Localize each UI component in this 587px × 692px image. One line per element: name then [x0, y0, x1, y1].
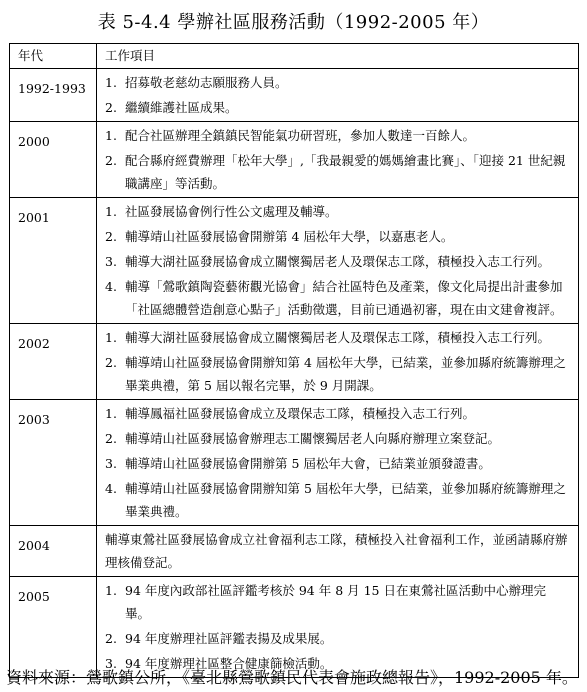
item-text: 輔導靖山社區發展協會開辦第 4 屆松年大學，以嘉惠老人。: [125, 229, 454, 244]
item-text: 94 年度辦理社區整合健康篩檢活動。: [125, 656, 333, 671]
item-text: 輔導大湖社區發展協會成立關懷獨居老人及環保志工隊，積極投入志工行列。: [125, 330, 551, 345]
table-row: [10, 69, 579, 122]
item-number: 1.: [105, 330, 117, 345]
item-text: 輔導東鶯社區發展協會成立社會福利志工隊，積極投入社會福利工作，並函請縣府辦理核備登記。: [105, 532, 568, 570]
item-number: 3.: [105, 254, 117, 269]
work-items-cell: [97, 324, 579, 400]
header-work-items: 工作項目: [97, 44, 579, 69]
item-number: 3.: [105, 656, 117, 671]
item-number: 1.: [105, 204, 117, 219]
item-number: 4.: [105, 279, 117, 294]
work-items-cell: [97, 198, 579, 324]
work-item: [105, 225, 570, 248]
work-item: [105, 427, 570, 450]
year-cell: 2004: [10, 526, 97, 577]
item-number: 2.: [105, 431, 117, 446]
work-item: [105, 250, 570, 273]
item-text: 招募敬老慈幼志願服務人員。: [125, 75, 288, 90]
table-title: 表 5-4.4 學辦社區服務活動（1992-2005 年）: [97, 12, 490, 33]
work-items-cell: [97, 577, 579, 678]
work-item: [105, 402, 570, 425]
table-row: [10, 198, 579, 324]
item-number: 4.: [105, 481, 117, 496]
item-text: 輔導「鶯歌鎮陶瓷藝術觀光協會」結合社區特色及產業，像文化局提出計畫參加「社區總體營造創意心點子」活動徵選，目前已通過初審，現在由文建會複評。: [125, 279, 563, 317]
item-text: 配合社區辦理全鎮鎮民智能氣功研習班，參加人數達一百餘人。: [125, 128, 476, 143]
table-row: [10, 122, 579, 198]
item-number: 2.: [105, 229, 117, 244]
table-row: [10, 526, 579, 577]
work-item: [105, 579, 570, 625]
item-number: 3.: [105, 456, 117, 471]
item-text: 輔導靖山社區發展協會辦理志工關懷獨居老人向縣府辦理立案登記。: [125, 431, 501, 446]
item-number: 1.: [105, 75, 117, 90]
year-cell: 2005: [10, 577, 97, 678]
work-items-cell: [97, 400, 579, 526]
year-cell: 1992-1993: [10, 69, 97, 122]
item-number: 2.: [105, 153, 117, 168]
table-row: [10, 324, 579, 400]
item-text: 輔導靖山社區發展協會開辦第 5 屆松年大會，已結業並頒發證書。: [125, 456, 491, 471]
item-number: 2.: [105, 355, 117, 370]
work-item: [105, 528, 570, 574]
item-number: 1.: [105, 583, 117, 598]
work-item: [105, 452, 570, 475]
year-cell: 2002: [10, 324, 97, 400]
work-items-cell: [97, 526, 579, 577]
item-number: 1.: [105, 406, 117, 421]
work-item: [105, 275, 570, 321]
work-item: [105, 200, 570, 223]
item-number: 2.: [105, 100, 117, 115]
item-text: 配合縣府經費辦理「松年大學」,「我最親愛的媽媽繪畫比賽」、「迎接 21 世紀親職講座」等活動。: [125, 153, 566, 191]
item-text: 輔導靖山社區發展協會開辦知第 4 屆松年大學，已結業，並參加縣府統籌辦理之畢業典禮，第 5 屆以報名完畢，於 9 月開課。: [125, 355, 566, 393]
source-note: 資料來源：鶯歌鎮公所，《臺北縣鶯歌鎮民代表會施政總報告》，1992-2005 年。: [6, 668, 578, 687]
work-item: [105, 351, 570, 397]
year-cell: 2000: [10, 122, 97, 198]
item-text: 社區發展協會例行性公文處理及輔導。: [125, 204, 338, 219]
year-cell: 2003: [10, 400, 97, 526]
item-number: 2.: [105, 631, 117, 646]
work-items-cell: [97, 122, 579, 198]
table-body: [10, 69, 579, 678]
item-text: 輔導大湖社區發展協會成立關懷獨居老人及環保志工隊，積極投入志工行列。: [125, 254, 551, 269]
work-item: [105, 124, 570, 147]
activities-table: [9, 43, 579, 678]
item-text: 94 年度辦理社區評鑑表揚及成果展。: [125, 631, 333, 646]
header-year: 年代: [10, 44, 97, 69]
work-items-cell: [97, 69, 579, 122]
item-text: 輔導靖山社區發展協會開辦知第 5 屆松年大學，已結業，並參加縣府統籌辦理之畢業典禮。: [125, 481, 566, 519]
item-text: 繼續維護社區成果。: [125, 100, 238, 115]
work-item: [105, 71, 570, 94]
item-text: 94 年度內政部社區評鑑考核於 94 年 8 月 15 日在東鶯社區活動中心辦理完畢。: [125, 583, 546, 621]
item-text: 輔導鳳福社區發展協會成立及環保志工隊，積極投入志工行列。: [125, 406, 476, 421]
item-number: 1.: [105, 128, 117, 143]
work-item: [105, 149, 570, 195]
work-item: [105, 326, 570, 349]
table-row: [10, 577, 579, 678]
year-cell: 2001: [10, 198, 97, 324]
work-item: [105, 627, 570, 650]
table-header-row: [10, 44, 579, 69]
work-item: [105, 477, 570, 523]
work-item: [105, 96, 570, 119]
table-row: [10, 400, 579, 526]
